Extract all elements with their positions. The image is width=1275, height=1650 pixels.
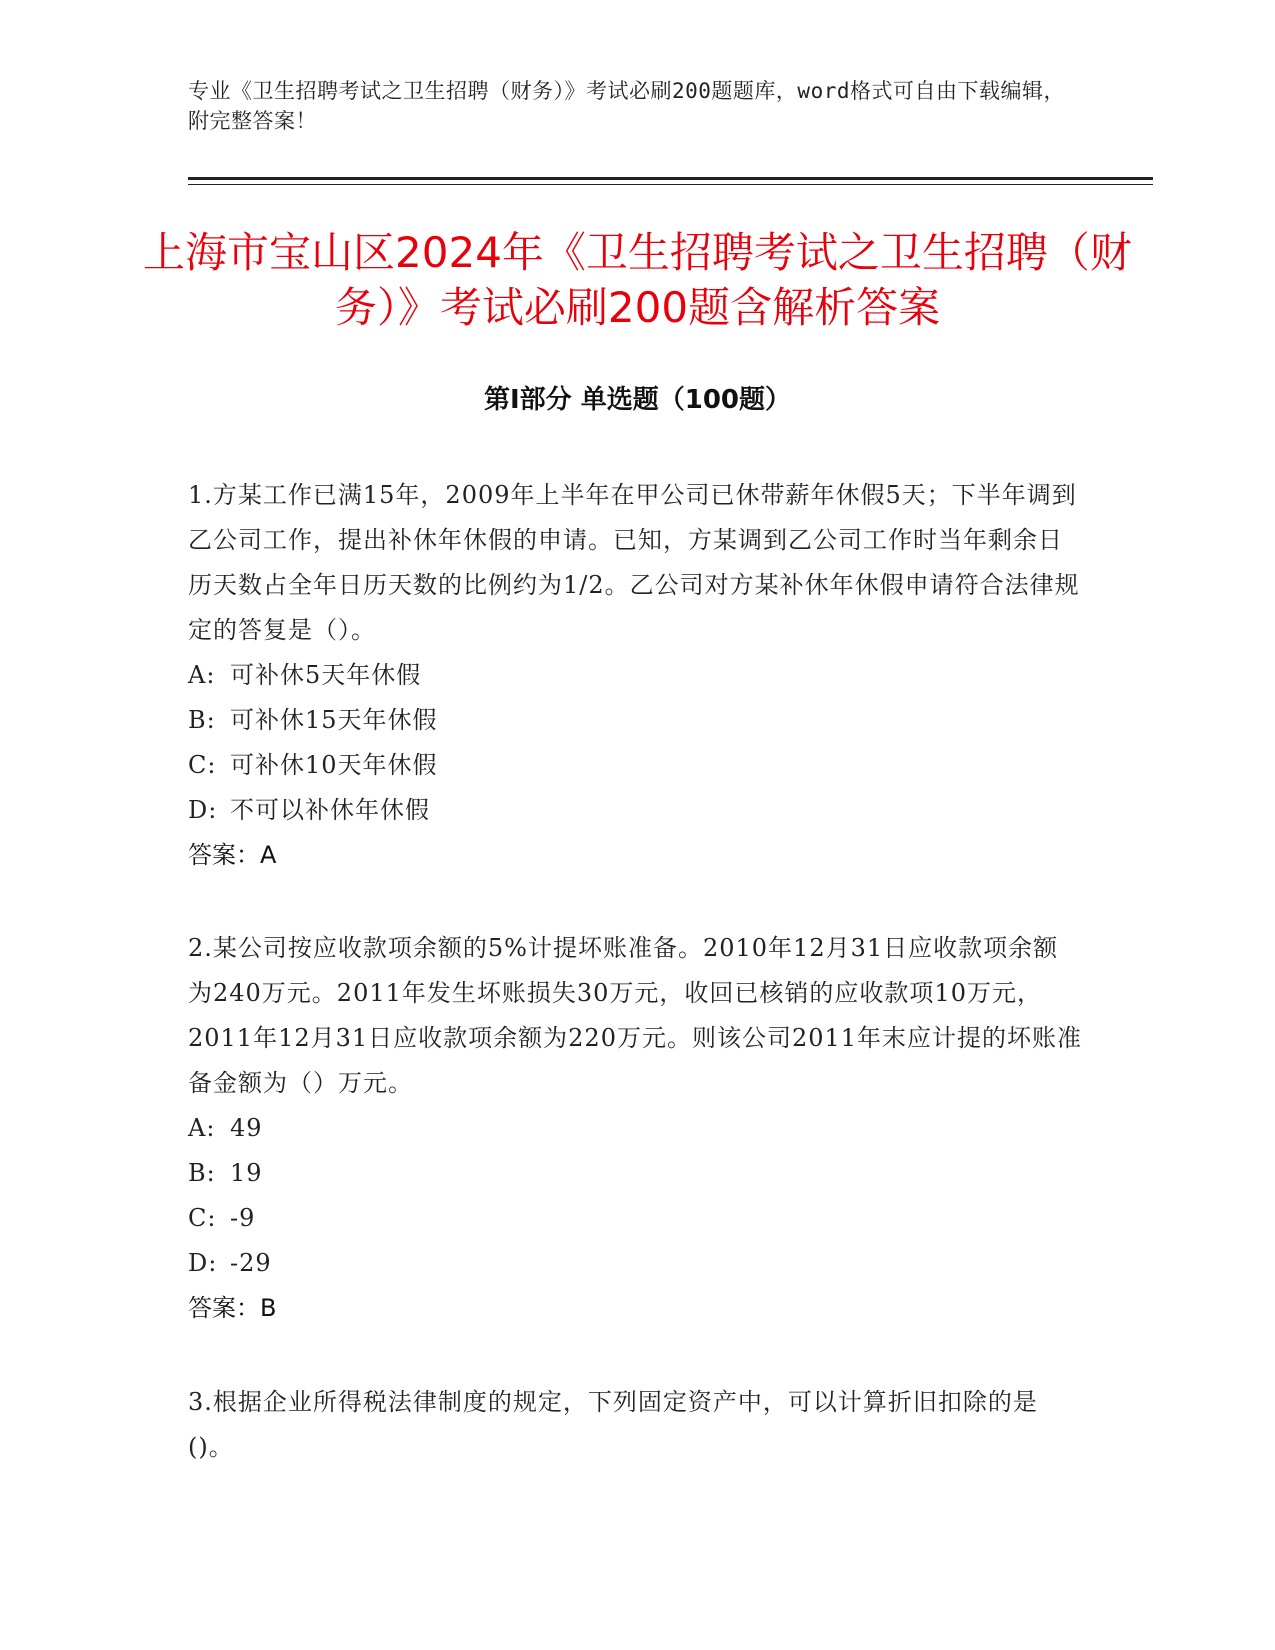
option-list: [188, 653, 1083, 833]
option-text: 49: [230, 1114, 263, 1142]
option-letter: D:: [188, 1249, 218, 1277]
option-text: -9: [230, 1204, 256, 1232]
option-c: [188, 1196, 1083, 1241]
question-2: [188, 926, 1083, 1331]
question-1: [188, 473, 1083, 878]
option-letter: A:: [188, 1114, 216, 1142]
question-stem: 3.根据企业所得税法律制度的规定，下列固定资产中，可以计算折旧扣除的是()。: [188, 1388, 1038, 1461]
option-d: [188, 788, 1083, 833]
option-text: 不可以补休年休假: [230, 796, 430, 824]
option-b: [188, 1151, 1083, 1196]
answer-line: 答案：A: [188, 841, 277, 869]
option-b: [188, 698, 1083, 743]
option-letter: B:: [188, 1159, 216, 1187]
option-d: [188, 1241, 1083, 1286]
option-letter: C:: [188, 1204, 217, 1232]
header-divider-thin: [188, 184, 1153, 185]
header-divider-thick: [188, 177, 1153, 180]
option-a: [188, 1106, 1083, 1151]
question-stem: 2.某公司按应收款项余额的5%计提坏账准备。2010年12月31日应收款项余额为240万元。2011年发生坏账损失30万元，收回已核销的应收款项10万元，2011年12月31日应收款项余额为220万元。则该公司2011年末应计提的坏账准备金额为（）万元。: [188, 934, 1083, 1097]
question-stem: 1.方某工作已满15年，2009年上半年在甲公司已休带薪年休假5天；下半年调到乙公司工作，提出补休年休假的申请。已知，方某调到乙公司工作时当年剩余日历天数占全年日历天数的比例约为1/2。乙公司对方某补休年休假申请符合法律规定的答复是（）。: [188, 481, 1080, 644]
answer-line: 答案：B: [188, 1294, 277, 1322]
option-letter: D:: [188, 796, 218, 824]
section-heading: 第Ⅰ部分 单选题（100题）: [484, 385, 791, 415]
option-text: 19: [230, 1159, 263, 1187]
option-list: [188, 1106, 1083, 1286]
option-c: [188, 743, 1083, 788]
option-letter: A:: [188, 661, 216, 689]
question-3: [188, 1380, 1083, 1470]
option-letter: B:: [188, 706, 216, 734]
option-a: [188, 653, 1083, 698]
option-text: 可补休10天年休假: [230, 751, 438, 779]
option-text: 可补休15天年休假: [230, 706, 438, 734]
option-text: 可补休5天年休假: [230, 661, 422, 689]
header-note: 专业《卫生招聘考试之卫生招聘（财务）》考试必刷200题题库，word格式可自由下载编辑，附完整答案！: [188, 79, 1065, 133]
option-letter: C:: [188, 751, 217, 779]
option-text: -29: [230, 1249, 272, 1277]
document-title: 上海市宝山区2024年《卫生招聘考试之卫生招聘（财务）》考试必刷200题含解析答案: [143, 228, 1132, 332]
